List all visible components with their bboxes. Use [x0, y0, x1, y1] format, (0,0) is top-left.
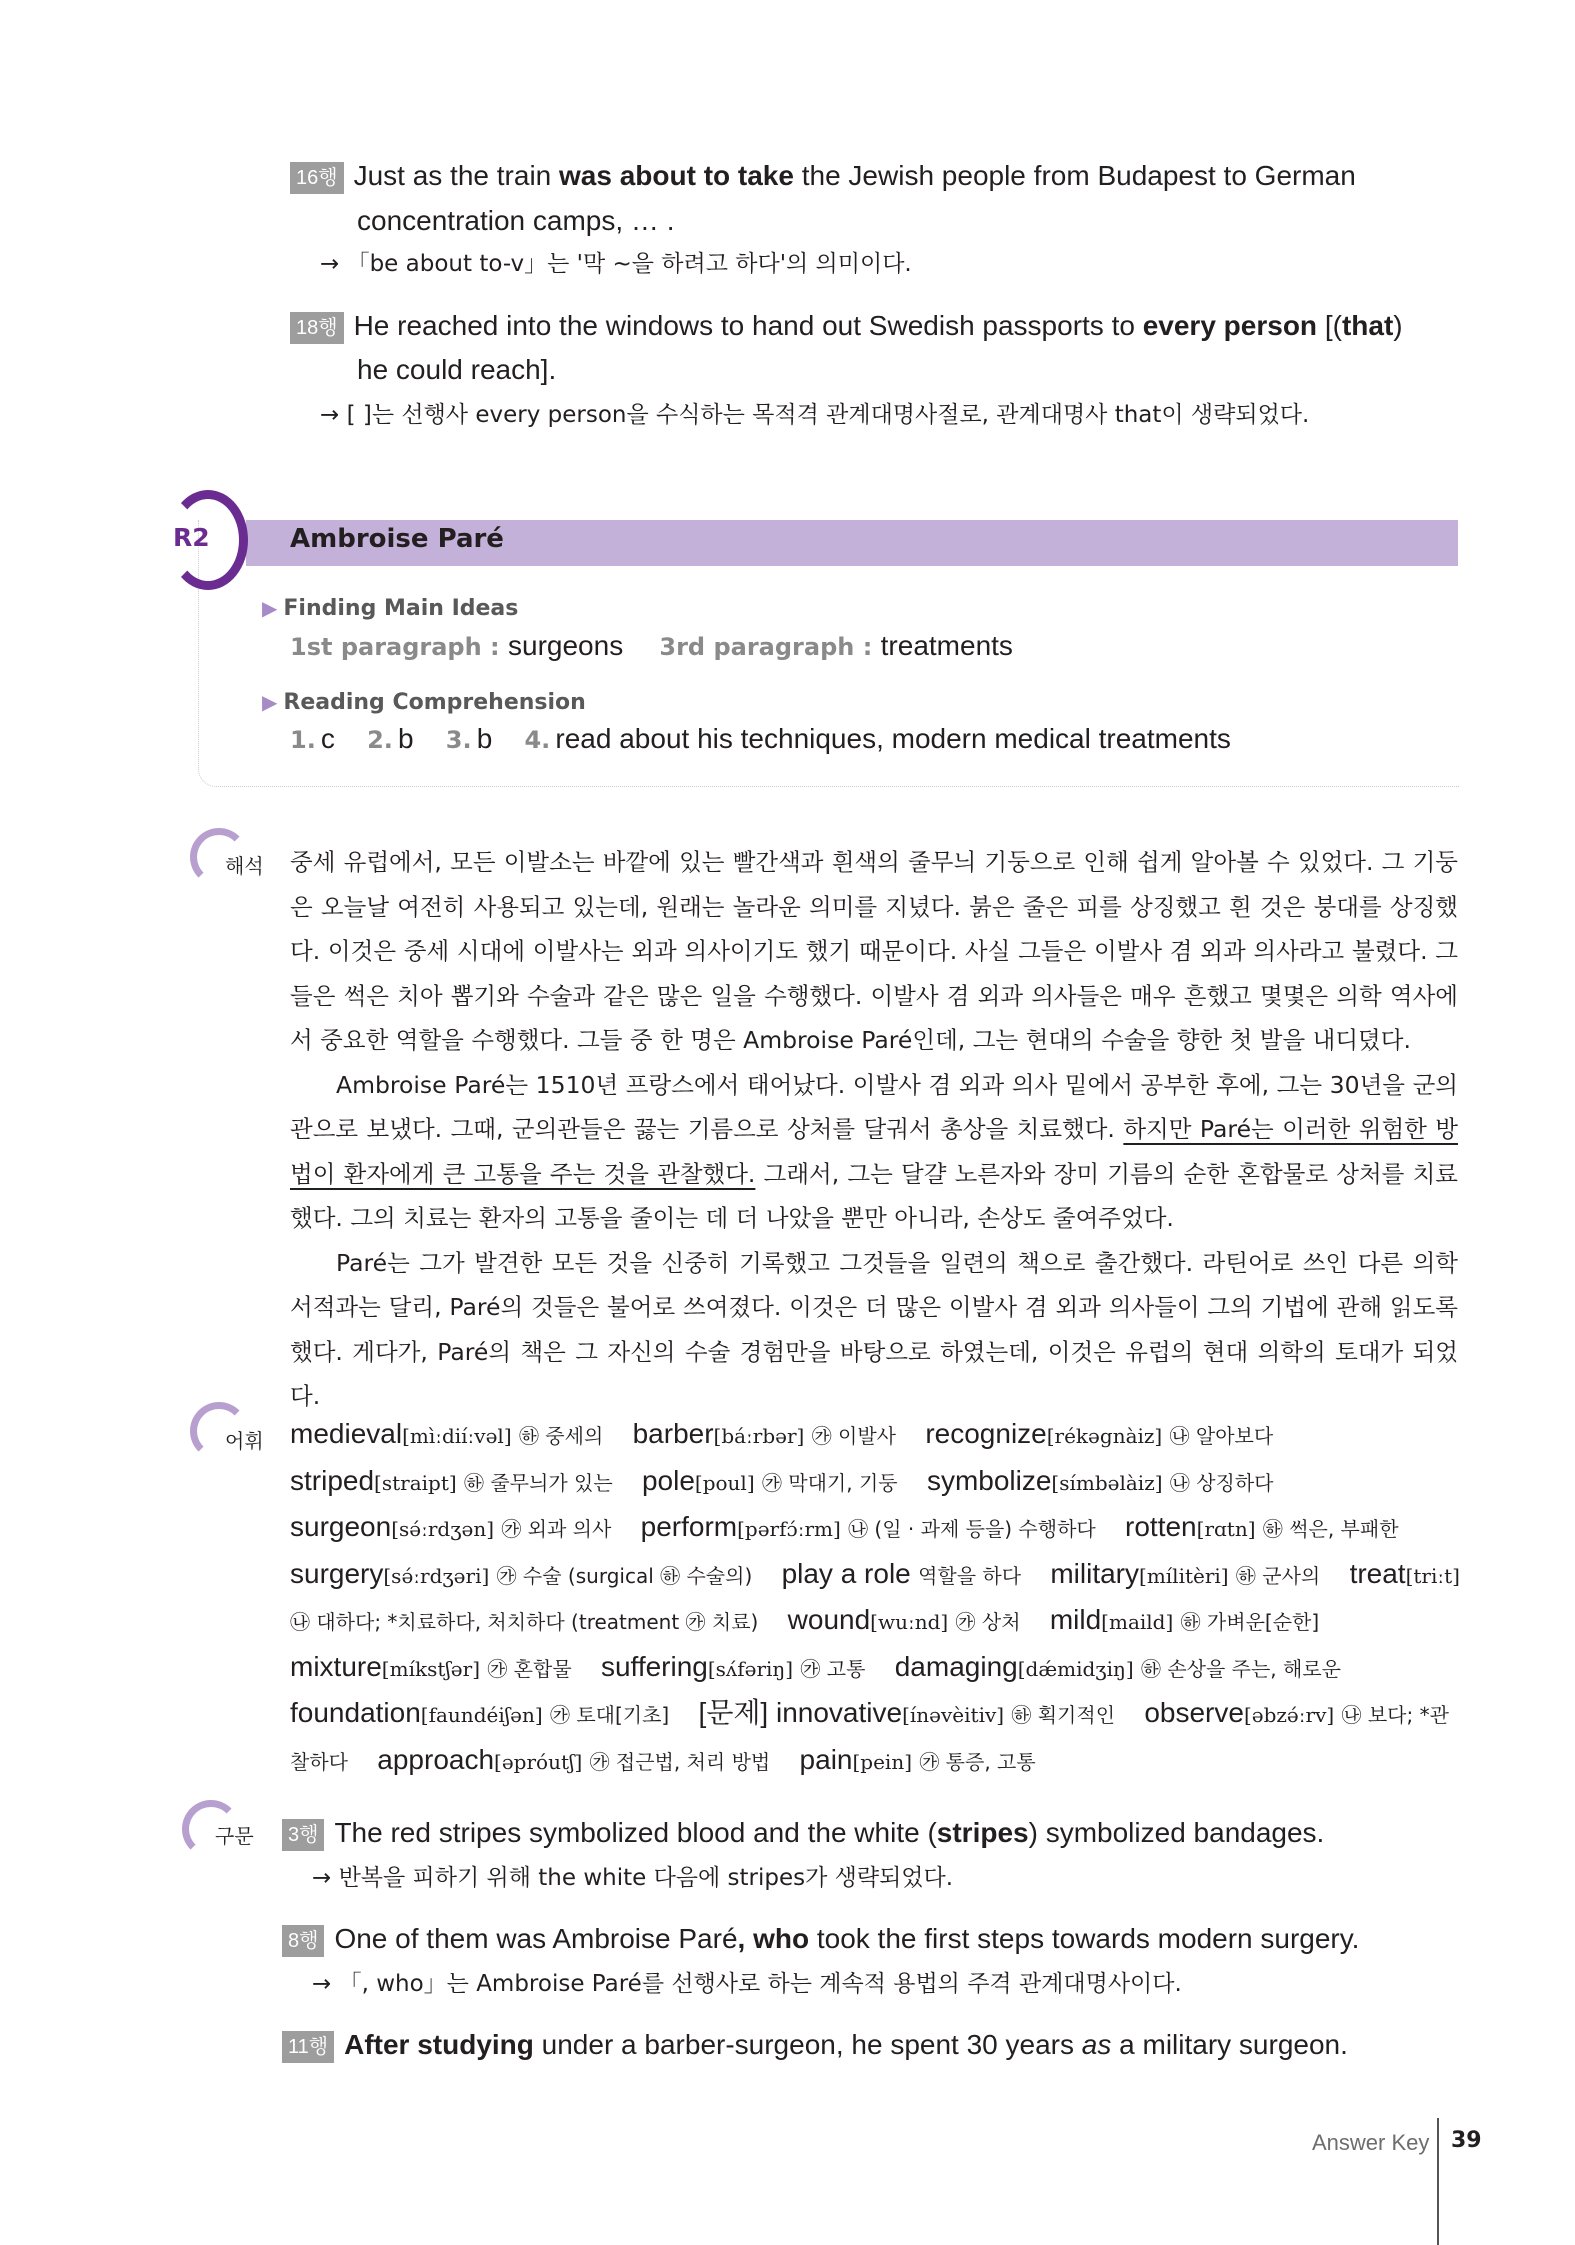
vocab-meaning: 역할을 하다 [918, 1563, 1022, 1588]
vocab-meaning: ㉮ 상처 [955, 1610, 1021, 1634]
vocab-meaning: ㉻ 중세의 [518, 1424, 604, 1448]
vocab-pronunciation: [sə́ːrdʒən] [391, 1517, 494, 1541]
line-tag: 18행 [290, 312, 344, 344]
vocab-meaning: ㉻ 획기적인 [1011, 1703, 1116, 1727]
vocab-entry [1125, 1511, 1421, 1542]
vocab-word: surgeon [290, 1511, 392, 1542]
main-ideas-answers: 1st paragraph : surgeons 3rd paragraph : treatments [290, 630, 1013, 661]
vocab-word: play a role [781, 1557, 911, 1589]
vocab-meaning: ㉻ 가벼운[순한] [1180, 1610, 1320, 1634]
vocab-pronunciation: [ínəvèitiv] [902, 1703, 1005, 1727]
line-tag: 8행 [282, 1925, 324, 1957]
triangle-bullet-icon: ▶ [262, 690, 278, 714]
vocab-entry [290, 1464, 635, 1496]
vocab-word: military [1050, 1557, 1140, 1589]
translation-text [290, 840, 1458, 1419]
syntax-line-11: 11행 After studying under a barber-surgeon, he spent 30 years as a military surgeon. [282, 2027, 1348, 2063]
vocab-entry [632, 1418, 918, 1449]
vocab-entry [926, 1464, 1296, 1496]
vocab-word: recognize [925, 1418, 1047, 1449]
vocab-meaning: ㉮ 접근법, 처리 방법 [589, 1749, 771, 1774]
vocab-meaning: ㉯ 상징하다 [1169, 1470, 1274, 1495]
vocab-word: perform [640, 1511, 738, 1542]
note-16-sentence-cont: concentration camps, … . [357, 205, 675, 236]
vocab-pronunciation: [pein] [852, 1749, 913, 1774]
vocab-meaning: ㉮ 외과 의사 [501, 1517, 612, 1541]
translation-label: 해석 [225, 854, 264, 878]
translation-paragraph-1: 중세 유럽에서, 모든 이발소는 바깥에 있는 빨간색과 흰색의 줄무늬 기둥으로 인해 쉽게 알아볼 수 있었다. 그 기둥은 오늘날 여전히 사용되고 있는데, 원래는 놀라운 의미를 지녔다. 붉은 줄은 피를 상징했고 흰 것은 붕대를 상징했다. 이것은 중세 시대에 이발사는 외과 의사이기도 했기 때문이다. 사실 그들은 이발사 겸 외과 의사라고 불렸다. 그들은 썩은 치아 뽑기와 수술과 같은 많은 일을 수행했다. 이발사 겸 외과 의사들은 매우 흔했고 몇몇은 의학 역사에서 중요한 역할을 수행했다. 그들 중 한 명은 Ambroise Paré인데, 그는 현대의 수술을 향한 첫 발을 내디뎠다. [290, 848, 1458, 1054]
vocab-entry [925, 1418, 1295, 1449]
vocab-word: symbolize [926, 1464, 1052, 1496]
main-ideas-heading: ▶ Finding Main Ideas [262, 596, 519, 621]
line-tag: 11행 [282, 2031, 334, 2063]
vocab-meaning: ㉻ 손상을 주는, 해로운 [1140, 1656, 1341, 1681]
underlined-sentence: 하지만 Paré는 이러한 위험한 방법이 환자에게 큰 고통을 주는 것을 관찰했다. [290, 1115, 1458, 1188]
vocab-word: mild [1049, 1604, 1102, 1635]
vocab-entry [377, 1743, 792, 1775]
translation-paragraph-2: Ambroise Paré는 1510년 프랑스에서 태어났다. 이발사 겸 외과 의사 밑에서 공부한 후에, 그는 30년을 군의관으로 보냈다. 그때, 군의관들은 끓는 기름으로 상처를 달궈서 총상을 치료했다. 하지만 Paré는 이러한 위험한 방법이 환자에게 큰 고통을 주는 것을 관찰했다. 그래서, 그는 달걀 노른자와 장미 기름의 순한 혼합물로 상처를 치료했다. 그의 치료는 환자의 고통을 줄이는 데 더 나았을 뿐만 아니라, 손상도 줄여주었다. [290, 1070, 1458, 1232]
syntax-line-8-note: → 「, who」는 Ambroise Paré를 선행사로 하는 계속적 용법의 주격 관계대명사이다. [312, 1971, 1182, 1997]
vocabulary-list [290, 1412, 1460, 1784]
vocab-pronunciation: [əpróutʃ] [494, 1749, 583, 1774]
note-18-sentence-cont: he could reach]. [357, 354, 557, 385]
vocab-meaning: ㉮ 고통 [800, 1656, 866, 1681]
vocab-word: barber [632, 1418, 714, 1449]
vocab-pronunciation: [wuːnd] [870, 1610, 949, 1634]
vocab-meaning: ㉻ 군사의 [1235, 1563, 1321, 1588]
vocab-word: treat [1349, 1557, 1406, 1589]
vocab-entry [1049, 1604, 1341, 1635]
note-16-sentence: 16행 Just as the train was about to take the Jewish people from Budapest to German [290, 158, 1356, 194]
vocab-word: observe [1144, 1697, 1244, 1728]
vocab-word: mixture [290, 1650, 382, 1682]
vocab-entry [641, 1464, 920, 1496]
vocab-pronunciation: [mílitèri] [1139, 1563, 1229, 1588]
vocab-meaning: ㉮ 막대기, 기둥 [761, 1470, 898, 1495]
vocab-entry [799, 1743, 1058, 1775]
vocab-pronunciation: [rɑtn] [1196, 1517, 1256, 1541]
note-18-explanation: → [ ]는 선행사 every person을 수식하는 목적격 관계대명사절로, 관계대명사 that이 생략되었다. [320, 402, 1310, 428]
translation-paragraph-3: Paré는 그가 발견한 모든 것을 신중히 기록했고 그것들을 일련의 책으로 출간했다. 라틴어로 쓰인 다른 의학 서적과는 달리, Paré의 것들은 불어로 쓰여졌다. 이것은 더 많은 이발사 겸 외과 의사들이 그의 기법에 관해 읽도록 했다. 게다가, Paré의 책은 그 자신의 수술 경험만을 바탕으로 하였는데, 이것은 유럽의 현대 의학의 토대가 되었다. [290, 1248, 1458, 1410]
vocab-word: suffering [600, 1650, 708, 1682]
line-tag: 3행 [282, 1819, 324, 1851]
vocab-pronunciation: [sʌ́fəriŋ] [707, 1656, 794, 1681]
vocab-pronunciation: [faundéiʃən] [420, 1703, 543, 1727]
vocab-meaning: ㉯ 보다; *관찰하다 [290, 1703, 1449, 1774]
vocab-meaning: ㉻ 썩은, 부패한 [1262, 1517, 1399, 1541]
vocab-meaning: ㉮ 토대[기초] [549, 1703, 670, 1727]
syntax-line-3: 3행 The red stripes symbolized blood and the white (stripes) symbolized bandages. [282, 1815, 1324, 1851]
vocab-pronunciation: [báːrbər] [713, 1424, 805, 1448]
vocab-pronunciation: [pərfɔ́ːrm] [737, 1517, 841, 1541]
vocab-pronunciation: [triːt] [1405, 1563, 1460, 1588]
vocab-meaning: ㉻ 줄무늬가 있는 [464, 1470, 613, 1495]
vocab-word: pole [641, 1464, 695, 1496]
vocab-pronunciation: [mìːdiíːvəl] [402, 1424, 512, 1448]
vocab-entry [894, 1650, 1363, 1682]
vocab-entry [600, 1650, 887, 1682]
vocab-entry [290, 1418, 625, 1449]
section-title: Ambroise Paré [290, 524, 504, 554]
vocab-entry [290, 1697, 691, 1728]
vocab-word: approach [377, 1743, 495, 1775]
vocabulary-label: 어휘 [225, 1429, 264, 1453]
vocab-word: surgery [290, 1557, 384, 1589]
vocab-meaning: ㉯ 알아보다 [1169, 1424, 1274, 1448]
vocab-entry [640, 1511, 1118, 1542]
vocab-meaning: ㉮ 통증, 고통 [919, 1749, 1036, 1774]
vocab-pronunciation: [poul] [694, 1470, 755, 1495]
vocab-pronunciation: [əbzə́ːrv] [1243, 1703, 1335, 1727]
vocab-entry [781, 1557, 1043, 1589]
comprehension-answers: 1. c 2. b 3. b 4. read about his techniques, modern medical treatments [290, 723, 1231, 754]
vocab-entry [787, 1604, 1043, 1635]
vocab-entry [290, 1557, 774, 1589]
note-18-sentence: 18행 He reached into the windows to hand out Swedish passports to every person [(that) [290, 308, 1403, 344]
vocab-word: striped [290, 1464, 375, 1496]
vocab-meaning: ㉮ 수술 (surgical ㉻ 수술의) [496, 1563, 753, 1588]
vocab-pronunciation: [straipt] [374, 1470, 457, 1495]
vocab-pronunciation: [símbəlàiz] [1051, 1470, 1163, 1495]
section-code: R2 [173, 523, 210, 552]
vocab-word: rotten [1125, 1511, 1197, 1542]
vocab-word: wound [787, 1604, 871, 1635]
vocab-meaning: ㉯ 대하다; *치료하다, 처치하다 (treatment ㉮ 치료) [290, 1610, 759, 1634]
syntax-label: 구문 [215, 1824, 254, 1848]
note-16-explanation: → 「be about to-v」는 '막 ~을 하려고 하다'의 의미이다. [320, 251, 912, 277]
footer-label: Answer Key [1312, 2130, 1430, 2155]
vocab-pronunciation: [rékəgnàiz] [1046, 1424, 1163, 1448]
syntax-line-3-note: → 반복을 피하기 위해 the white 다음에 stripes가 생략되었다. [312, 1865, 954, 1891]
footer-divider [1437, 2118, 1439, 2245]
vocab-word: medieval [290, 1418, 403, 1449]
vocab-pronunciation: [dǽmidʒiŋ] [1017, 1656, 1134, 1681]
vocab-pronunciation: [maild] [1101, 1610, 1174, 1634]
triangle-bullet-icon: ▶ [262, 596, 278, 620]
vocab-meaning: ㉮ 혼합물 [487, 1656, 572, 1681]
comprehension-heading: ▶ Reading Comprehension [262, 690, 586, 715]
vocab-meaning: ㉮ 이발사 [811, 1424, 897, 1448]
vocab-pronunciation: [míkstʃər] [381, 1656, 481, 1681]
vocab-entry [290, 1511, 633, 1542]
vocab-word: foundation [290, 1697, 421, 1728]
syntax-line-8: 8행 One of them was Ambroise Paré, who took the first steps towards modern surgery. [282, 1921, 1359, 1957]
page-number: 39 [1451, 2128, 1482, 2153]
vocab-meaning: ㉯ (일 · 과제 등을) 수행하다 [848, 1517, 1096, 1541]
vocab-word: damaging [894, 1650, 1018, 1682]
vocab-pronunciation: [sə́ːrdʒəri] [383, 1563, 490, 1588]
vocab-entry [1050, 1557, 1342, 1589]
vocab-entry [290, 1650, 594, 1682]
vocab-word: pain [799, 1743, 853, 1775]
vocab-entry [698, 1697, 1137, 1728]
line-tag: 16행 [290, 162, 344, 194]
vocab-word: [문제] innovative [698, 1697, 903, 1728]
